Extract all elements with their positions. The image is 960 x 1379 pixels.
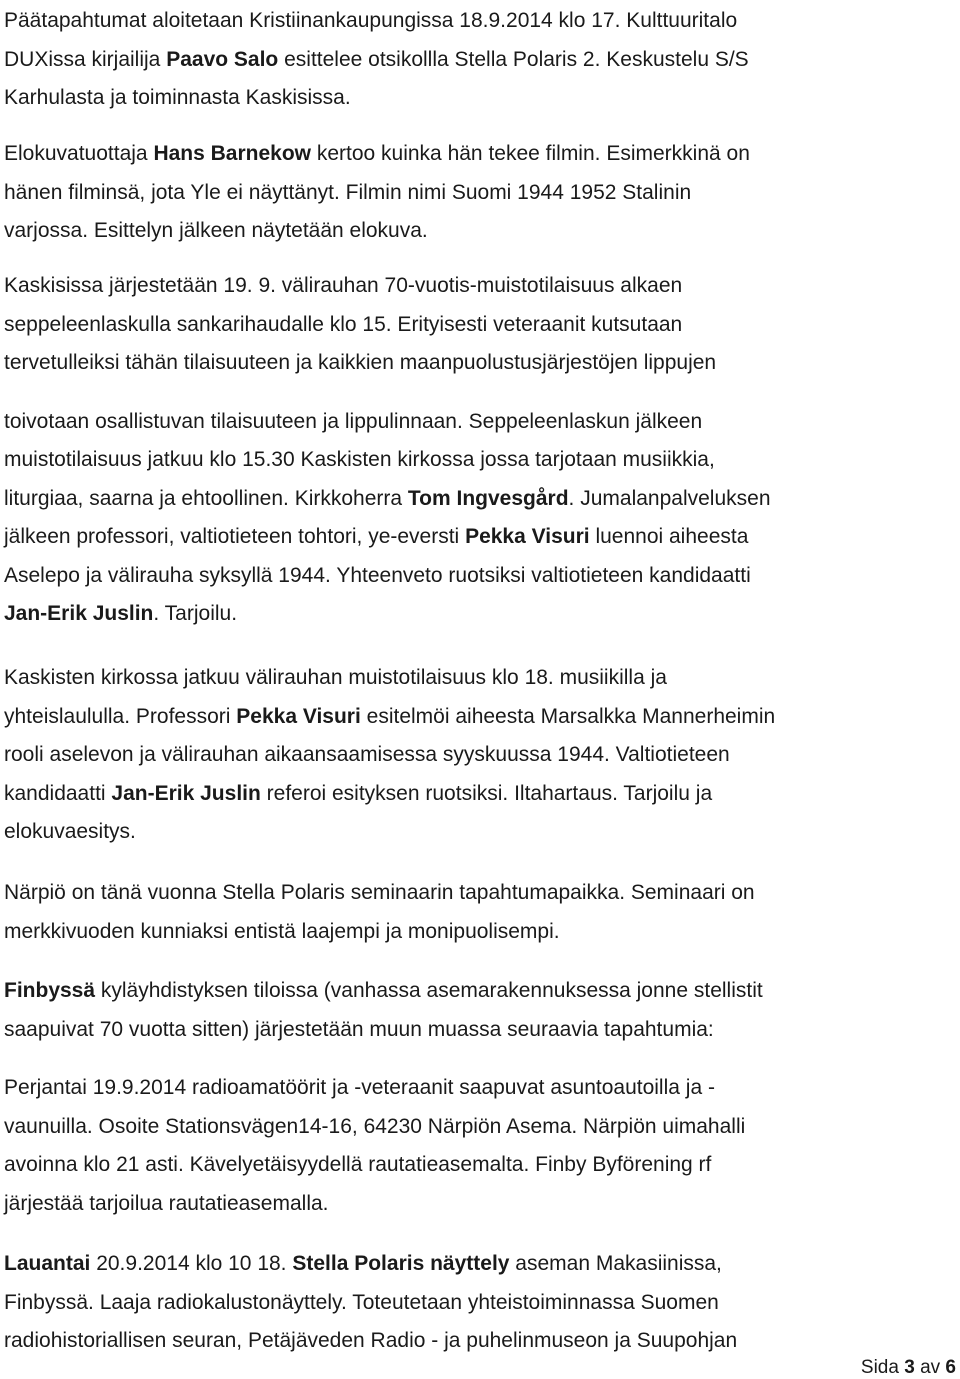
text-run: 20.9.2014 klo 10 18. xyxy=(90,1252,293,1275)
bold-text: Hans Barnekow xyxy=(153,142,311,165)
text-run: esittelee otsikollla xyxy=(278,47,455,71)
text-run: tervetulleiksi tähän tilaisuuteen ja kaikkien maanpuolustusjärjestöjen lippujen xyxy=(4,351,717,374)
text-line xyxy=(4,441,771,480)
text-run: Marsalkka Mannerheimin xyxy=(540,704,776,728)
text-run: rooli aselevon ja välirauhan aikaansaamisessa syyskuussa 1944 xyxy=(4,743,605,766)
text-run: vaunuilla. Osoite Stationsvägen14-16, 64230 Närpiön Asema. Närpiön uimahalli xyxy=(4,1114,746,1138)
text-run: muistotilaisuus jatkuu klo 15.30 Kaskisten kirkossa jossa tarjotaan musiikkia, xyxy=(4,448,715,471)
text-run: radiohistoriallisen seuran, Petäjäveden Radio - ja puhelinmuseon ja Suupohjan xyxy=(4,1329,738,1352)
text-run: hänen filminsä, jota Yle ei näyttänyt. Filmin nimi xyxy=(4,180,452,204)
bold-text: Pekka Visuri xyxy=(236,704,361,728)
text-line xyxy=(4,1010,763,1049)
paragraph-kaskinen-memorial xyxy=(4,267,771,634)
text-line xyxy=(4,971,763,1010)
text-line xyxy=(4,595,771,634)
text-line xyxy=(4,659,775,698)
text-run: Aselepo ja välirauha syksyllä 1944 xyxy=(4,563,326,587)
text-run: Finbyssä. Laaja radiokalustonäyttely. Toteutetaan yhteistoiminnassa Suomen xyxy=(4,1290,719,1314)
text-line xyxy=(4,1108,745,1147)
text-run: . Yhteenveto ruotsiksi valtiotieteen kandidaatti xyxy=(325,563,751,587)
text-run: Kaskisten kirkossa jatkuu välirauhan muistotilaisuus klo 18. musiikilla ja xyxy=(4,666,667,689)
text-run: kyläyhdistyksen tiloissa (vanhassa asemarakennuksessa jonne stellistit xyxy=(95,979,763,1002)
text-line xyxy=(4,775,775,814)
text-run: liturgiaa, saarna ja ehtoollinen. Kirkkoherra xyxy=(4,486,408,510)
text-run: kertoo kuinka hän tekee filmin. Esimerkkinä on xyxy=(311,142,750,165)
text-run: referoi esityksen ruotsiksi. Iltahartaus. Tarjoilu ja xyxy=(260,781,713,805)
text-line xyxy=(4,1284,737,1323)
text-line xyxy=(4,813,775,852)
text-line xyxy=(4,736,775,775)
text-run: Suomi 1944 1952 Stalinin xyxy=(451,180,692,204)
text-line xyxy=(4,1245,737,1284)
text-run: Perjantai 19.9.2014 radioamatöörit ja -veteraanit saapuvat asuntoautoilla ja - xyxy=(4,1076,715,1099)
text-run: elokuvaesitys. xyxy=(4,820,136,843)
text-line xyxy=(4,41,749,80)
text-run: luennoi aiheesta xyxy=(589,525,749,548)
bold-text: Jan-Erik Juslin xyxy=(4,602,154,625)
bold-text: Jan-Erik Juslin xyxy=(111,781,261,805)
text-line xyxy=(4,79,749,118)
text-run: . Valtiotieteen xyxy=(604,743,730,766)
paragraph-church-evening xyxy=(4,659,775,852)
text-line xyxy=(4,267,771,306)
text-run: DUXissa kirjailija xyxy=(4,47,167,71)
bold-text: Paavo Salo xyxy=(166,47,279,71)
text-run: toivotaan osallistuvan tilaisuuteen ja lippulinnaan. Seppeleenlaskun jälkeen xyxy=(4,409,703,433)
text-run: merkkivuoden kunniaksi entistä laajempi ja monipuolisempi. xyxy=(4,920,560,943)
footer-middle: av xyxy=(914,1357,946,1378)
paragraph-main-events xyxy=(4,2,749,118)
text-run: . Jumalanpalveluksen xyxy=(568,486,771,510)
text-line xyxy=(4,212,750,251)
text-run: aseman Makasiinissa, xyxy=(509,1252,722,1275)
text-run: . Tarjoilu. xyxy=(153,602,238,625)
bold-text: Stella Polaris näyttely xyxy=(292,1252,510,1275)
paragraph-seminar-venue xyxy=(4,873,755,951)
text-run: Stella Polaris 2 xyxy=(454,47,595,71)
bold-text: Pekka Visuri xyxy=(465,525,590,548)
text-run: Elokuvatuottaja xyxy=(4,142,154,165)
text-run: seppeleenlaskulla sankarihaudalle klo 15. Erityisesti veteraanit kutsutaan xyxy=(4,312,683,336)
text-run: . Esittelyn jälkeen näytetään elokuva. xyxy=(82,219,428,242)
text-line xyxy=(4,174,750,213)
text-line xyxy=(4,480,771,519)
text-run: kandidaatti xyxy=(4,781,112,805)
text-line xyxy=(4,1069,745,1108)
text-run: varjossa xyxy=(4,219,83,242)
text-run: saapuivat 70 vuotta sitten) järjestetään muun muassa seuraavia tapahtumia: xyxy=(4,1018,714,1041)
footer-prefix: Sida xyxy=(860,1357,905,1378)
paragraph-saturday xyxy=(4,1245,737,1361)
text-run: Karhulasta ja toiminnasta Kaskisissa. xyxy=(4,86,351,109)
paragraph-film-presentation xyxy=(4,135,750,251)
text-run: esitelmöi aiheesta xyxy=(360,704,541,728)
text-line xyxy=(4,873,755,912)
footer-current-page: 3 xyxy=(904,1357,915,1378)
text-line xyxy=(4,135,750,174)
text-line xyxy=(4,557,771,596)
text-run: Närpiö on tänä vuonna Stella Polaris seminaarin tapahtumapaikka. Seminaari on xyxy=(4,881,755,904)
text-line xyxy=(4,306,771,345)
text-run: yhteislaululla. Professori xyxy=(4,704,237,728)
text-run: Kaskisissa järjestetään 19. 9. välirauhan 70-vuotis-muistotilaisuus alkaen xyxy=(4,274,683,297)
footer-total-pages: 6 xyxy=(945,1357,956,1378)
text-run: avoinna klo 21 asti. Kävelyetäisyydellä rautatieasemalta. Finby Byförening rf xyxy=(4,1153,712,1176)
text-line xyxy=(4,344,771,383)
text-line xyxy=(4,403,771,442)
text-run: Päätapahtumat aloitetaan Kristiinankaupungissa 18.9.2014 klo 17. Kulttuuritalo xyxy=(4,9,738,32)
text-line xyxy=(4,1322,737,1361)
bold-text: Tom Ingvesgård xyxy=(407,486,569,510)
bold-text: Lauantai xyxy=(4,1252,91,1275)
text-line xyxy=(4,1146,745,1185)
paragraph-finby-intro xyxy=(4,971,763,1049)
text-line xyxy=(4,698,775,737)
paragraph-friday xyxy=(4,1069,745,1223)
text-run: . Keskustelu S/S xyxy=(594,47,749,71)
text-run: jälkeen professori, valtiotieteen tohtori, ye-eversti xyxy=(4,525,466,548)
text-line xyxy=(4,518,771,557)
bold-text: Finbyssä xyxy=(4,979,96,1002)
text-line xyxy=(4,912,755,951)
text-line xyxy=(4,1185,745,1224)
page-number-footer xyxy=(861,1357,956,1379)
text-run: järjestää tarjoilua rautatieasemalla. xyxy=(4,1191,329,1215)
text-line xyxy=(4,2,749,41)
